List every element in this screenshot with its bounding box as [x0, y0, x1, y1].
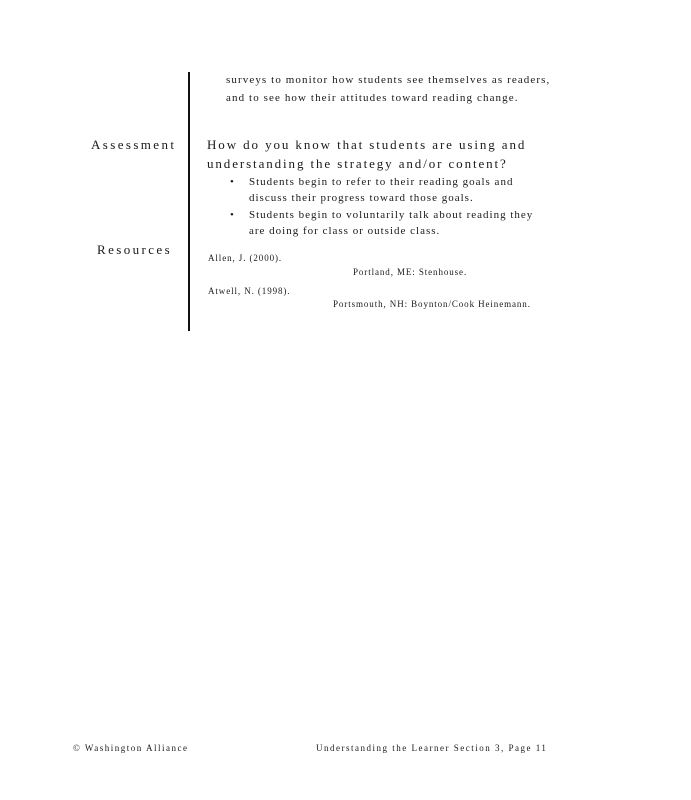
bullet-glyph: • [230, 209, 234, 221]
bullet-1-line-1: Students begin to refer to their reading goals and [249, 176, 514, 188]
bullet-2-line-2: are doing for class or outside class. [249, 225, 441, 237]
section-divider-line [188, 72, 190, 331]
bullet-glyph: • [230, 176, 234, 188]
bullet-1-line-2: discuss their progress toward those goals. [249, 192, 474, 204]
reference-2-publisher: Portsmouth, NH: Boynton/Cook Heinemann. [333, 299, 531, 309]
continuation-line-2: and to see how their attitudes toward reading change. [226, 92, 519, 104]
footer-copyright: © Washington Alliance [73, 743, 189, 753]
assessment-question-line-2: understanding the strategy and/or content? [207, 156, 508, 171]
assessment-question-line-1: How do you know that students are using and [207, 137, 527, 152]
reference-1-publisher: Portland, ME: Stenhouse. [353, 267, 468, 277]
assessment-heading: Assessment [91, 137, 177, 152]
resources-heading: Resources [97, 242, 173, 257]
bullet-2-line-1: Students begin to voluntarily talk about reading they [249, 209, 534, 221]
continuation-line-1: surveys to monitor how students see themselves as readers, [226, 74, 551, 86]
reference-1-author: Allen, J. (2000). [208, 253, 283, 263]
footer-page-info: Understanding the Learner Section 3, Page 11 [316, 743, 548, 753]
reference-2-author: Atwell, N. (1998). [208, 286, 291, 296]
